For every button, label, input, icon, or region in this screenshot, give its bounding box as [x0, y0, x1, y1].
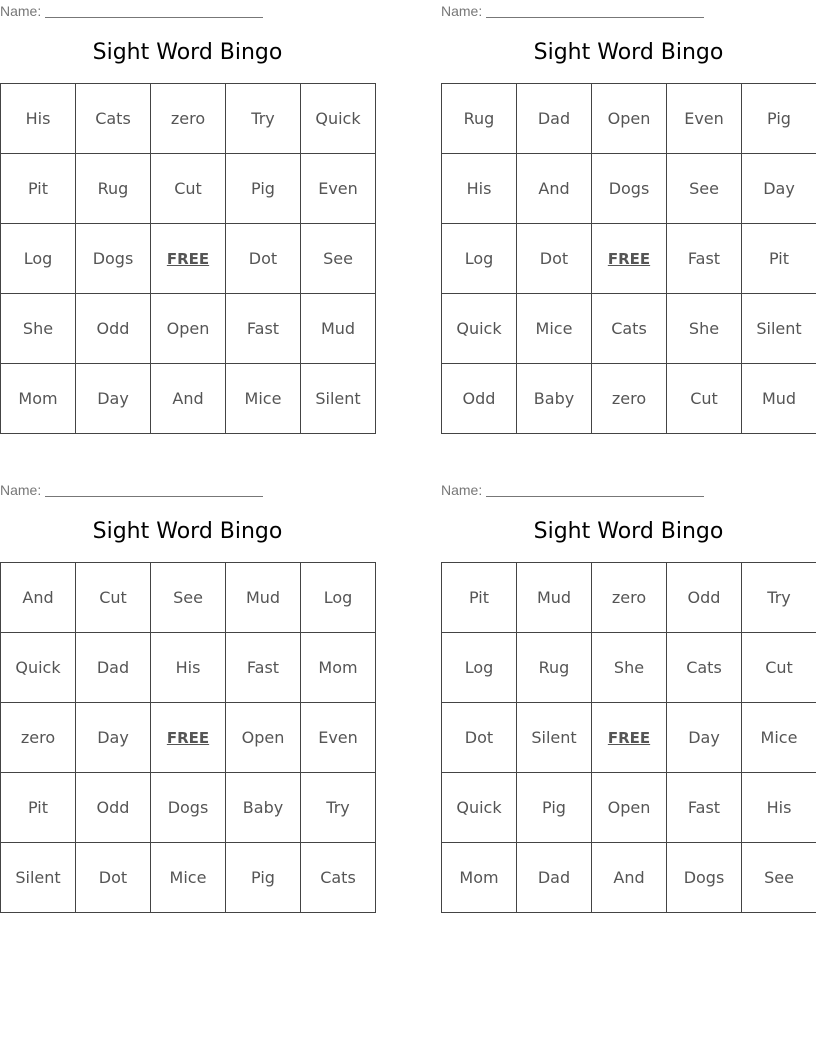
- bingo-cell: Cats: [76, 84, 151, 154]
- bingo-grid: [441, 562, 816, 913]
- bingo-cell: Day: [76, 364, 151, 434]
- bingo-cell: Pig: [226, 843, 301, 913]
- name-field[interactable]: [441, 3, 704, 19]
- bingo-cell: Mice: [226, 364, 301, 434]
- bingo-cell: Cut: [667, 364, 742, 434]
- bingo-cell: Fast: [667, 224, 742, 294]
- bingo-cell: His: [151, 633, 226, 703]
- bingo-cell: Open: [151, 294, 226, 364]
- bingo-cell: Mice: [517, 294, 592, 364]
- bingo-cell: Quick: [301, 84, 376, 154]
- bingo-cell: Cats: [592, 294, 667, 364]
- bingo-cell: Fast: [226, 294, 301, 364]
- bingo-cell: Pit: [742, 224, 816, 294]
- bingo-cell: Pit: [442, 563, 517, 633]
- bingo-cell: Even: [301, 154, 376, 224]
- bingo-cell: Baby: [226, 773, 301, 843]
- bingo-grid: [0, 562, 376, 913]
- bingo-cell: Mud: [742, 364, 816, 434]
- card-title: Sight Word Bingo: [533, 40, 724, 65]
- bingo-cell: See: [667, 154, 742, 224]
- bingo-cell: See: [151, 563, 226, 633]
- bingo-cell: Rug: [442, 84, 517, 154]
- bingo-cell: Silent: [301, 364, 376, 434]
- name-field[interactable]: [441, 482, 704, 498]
- bingo-cell: Odd: [442, 364, 517, 434]
- bingo-cell: Log: [442, 633, 517, 703]
- free-space-cell: FREE: [592, 703, 667, 773]
- bingo-cell: Mom: [1, 364, 76, 434]
- bingo-cell: Pit: [1, 773, 76, 843]
- bingo-cell: Pig: [517, 773, 592, 843]
- bingo-cell: His: [1, 84, 76, 154]
- name-blank-line[interactable]: [45, 482, 263, 497]
- bingo-cell: Baby: [517, 364, 592, 434]
- bingo-cell: Cats: [667, 633, 742, 703]
- bingo-cell: Silent: [742, 294, 816, 364]
- bingo-cell: And: [1, 563, 76, 633]
- bingo-cell: zero: [151, 84, 226, 154]
- name-field[interactable]: [0, 3, 263, 19]
- card-title: Sight Word Bingo: [92, 40, 283, 65]
- bingo-cell: Fast: [667, 773, 742, 843]
- bingo-grid: [441, 83, 816, 434]
- bingo-cell: Day: [76, 703, 151, 773]
- bingo-cell: Quick: [1, 633, 76, 703]
- bingo-cell: Log: [1, 224, 76, 294]
- bingo-cell: Dot: [76, 843, 151, 913]
- bingo-cell: Rug: [76, 154, 151, 224]
- bingo-cell: She: [592, 633, 667, 703]
- bingo-cell: Mice: [742, 703, 816, 773]
- bingo-cell: Log: [442, 224, 517, 294]
- card-title: Sight Word Bingo: [533, 519, 724, 544]
- bingo-cell: Day: [742, 154, 816, 224]
- name-label: Name:: [0, 3, 42, 19]
- bingo-cell: Mice: [151, 843, 226, 913]
- bingo-cell: See: [301, 224, 376, 294]
- bingo-cell: Dogs: [151, 773, 226, 843]
- bingo-cell: Pig: [226, 154, 301, 224]
- free-space-cell: FREE: [151, 703, 226, 773]
- bingo-cell: Cats: [301, 843, 376, 913]
- bingo-cell: Dot: [442, 703, 517, 773]
- bingo-cell: Dogs: [667, 843, 742, 913]
- free-space-cell: FREE: [592, 224, 667, 294]
- bingo-cell: Pit: [1, 154, 76, 224]
- bingo-cell: Odd: [667, 563, 742, 633]
- bingo-cell: Log: [301, 563, 376, 633]
- bingo-cell: Dot: [226, 224, 301, 294]
- name-blank-line[interactable]: [486, 3, 704, 18]
- bingo-cell: Dad: [517, 843, 592, 913]
- bingo-cell: Cut: [151, 154, 226, 224]
- bingo-cell: Quick: [442, 294, 517, 364]
- bingo-cell: Mom: [442, 843, 517, 913]
- name-blank-line[interactable]: [486, 482, 704, 497]
- bingo-cell: Try: [226, 84, 301, 154]
- bingo-cell: Day: [667, 703, 742, 773]
- bingo-cell: And: [517, 154, 592, 224]
- name-blank-line[interactable]: [45, 3, 263, 18]
- bingo-cell: Dot: [517, 224, 592, 294]
- bingo-cell: Odd: [76, 773, 151, 843]
- bingo-cell: Open: [592, 84, 667, 154]
- bingo-cell: Mom: [301, 633, 376, 703]
- bingo-cell: Dad: [517, 84, 592, 154]
- bingo-cell: Mud: [517, 563, 592, 633]
- free-space-cell: FREE: [151, 224, 226, 294]
- bingo-cell: Cut: [76, 563, 151, 633]
- bingo-cell: Dogs: [76, 224, 151, 294]
- bingo-cell: Open: [592, 773, 667, 843]
- bingo-cell: And: [592, 843, 667, 913]
- bingo-cell: Odd: [76, 294, 151, 364]
- bingo-cell: His: [742, 773, 816, 843]
- bingo-cell: Cut: [742, 633, 816, 703]
- bingo-cell: zero: [592, 563, 667, 633]
- bingo-cell: Dogs: [592, 154, 667, 224]
- bingo-cell: She: [1, 294, 76, 364]
- name-label: Name:: [0, 482, 42, 498]
- bingo-cell: zero: [1, 703, 76, 773]
- bingo-cell: zero: [592, 364, 667, 434]
- bingo-cell: His: [442, 154, 517, 224]
- bingo-grid: [0, 83, 376, 434]
- bingo-cell: She: [667, 294, 742, 364]
- bingo-cell: Rug: [517, 633, 592, 703]
- bingo-cell: Fast: [226, 633, 301, 703]
- name-field[interactable]: [0, 482, 263, 498]
- name-label: Name:: [441, 482, 483, 498]
- bingo-cell: Silent: [517, 703, 592, 773]
- bingo-cell: Open: [226, 703, 301, 773]
- bingo-cell: See: [742, 843, 816, 913]
- bingo-cell: Pig: [742, 84, 816, 154]
- bingo-cell: And: [151, 364, 226, 434]
- bingo-cell: Try: [742, 563, 816, 633]
- bingo-cell: Quick: [442, 773, 517, 843]
- bingo-cell: Even: [667, 84, 742, 154]
- name-label: Name:: [441, 3, 483, 19]
- bingo-cell: Dad: [76, 633, 151, 703]
- bingo-cell: Even: [301, 703, 376, 773]
- bingo-cell: Try: [301, 773, 376, 843]
- card-title: Sight Word Bingo: [92, 519, 283, 544]
- bingo-cell: Mud: [226, 563, 301, 633]
- bingo-cell: Mud: [301, 294, 376, 364]
- bingo-cell: Silent: [1, 843, 76, 913]
